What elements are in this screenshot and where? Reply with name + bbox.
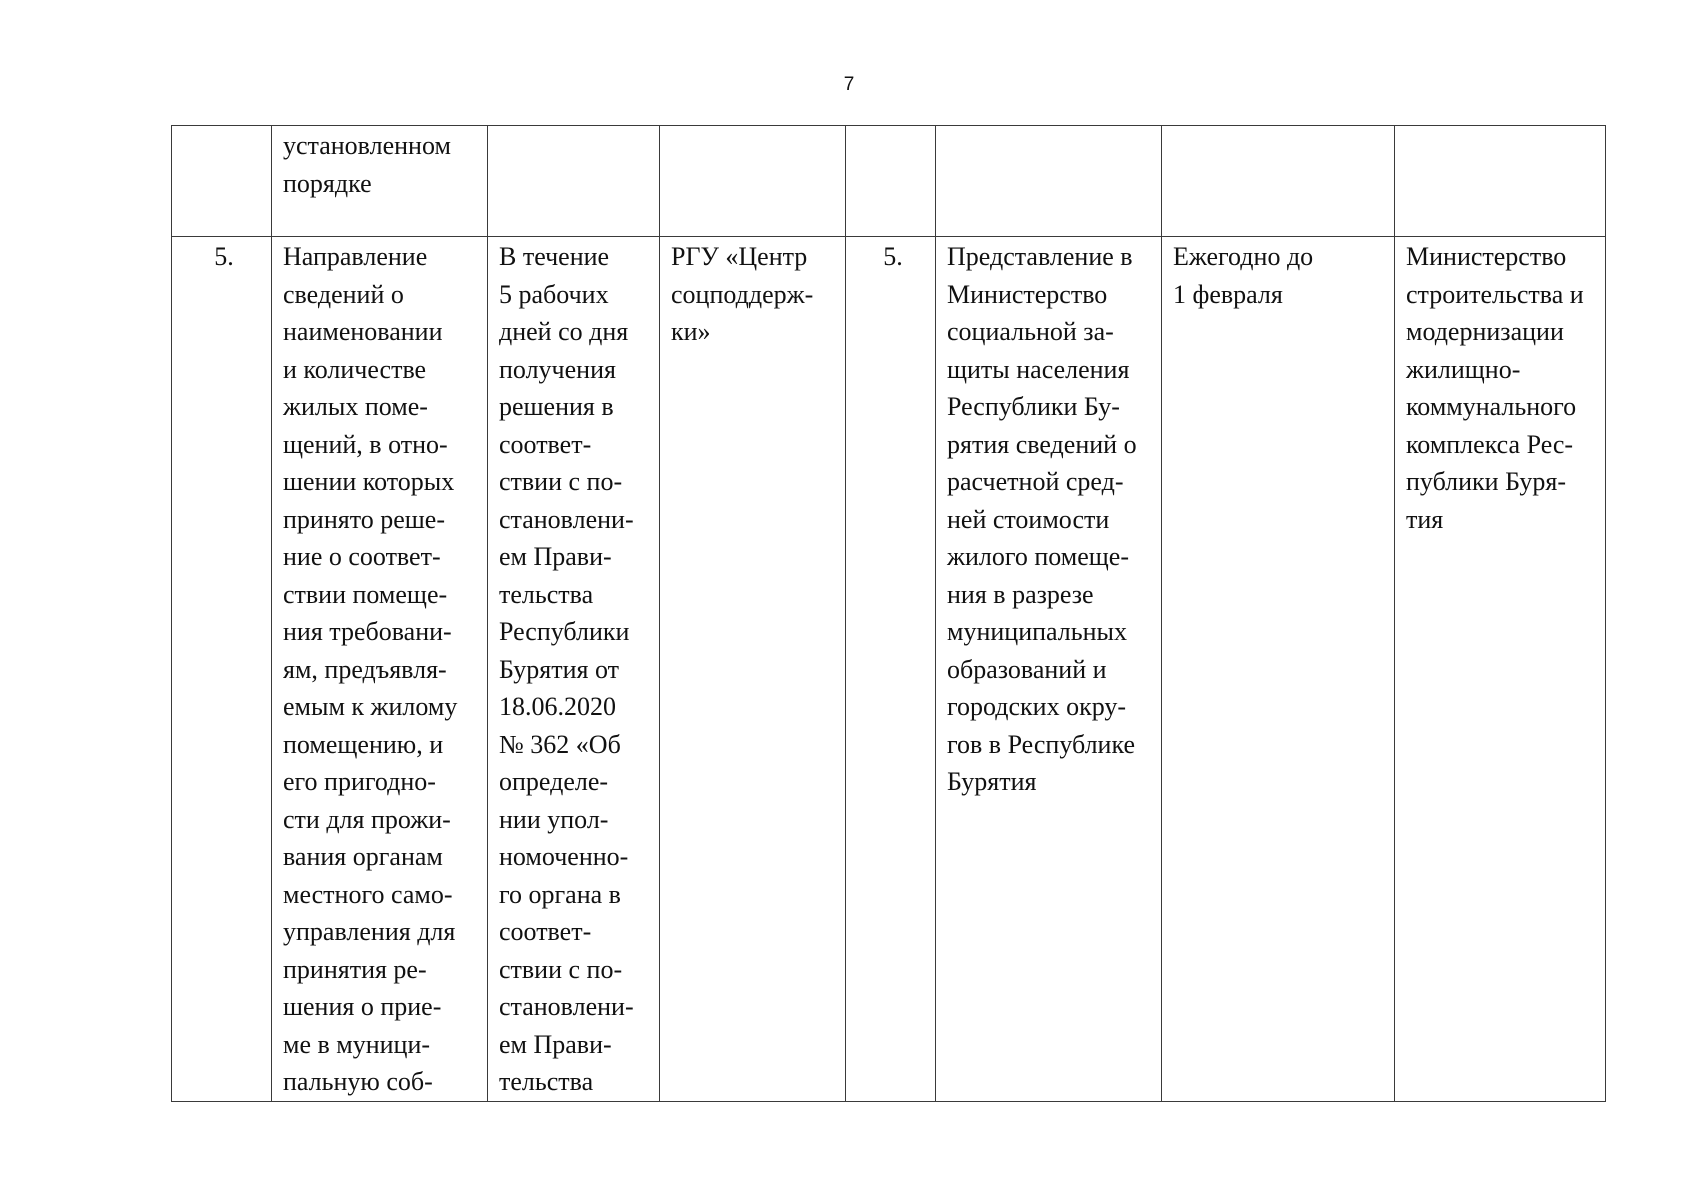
cell-responsible-2: Министерство строительства и модернизации жилищно- коммунального комплекса Рес- публики Буря- тия (1395, 237, 1606, 1102)
cell-responsible (660, 126, 846, 237)
table-row (172, 237, 1606, 1102)
measures-table (171, 125, 1606, 1102)
cell-number-2: 5. (846, 237, 936, 1102)
cell-measure-2: Представление в Министерство социальной за- щиты населения Республики Бу- рятия сведений о расчетной сред- ней стоимости жилого помеще- ния в разрезе муниципальных образований и городских окру- гов в Республике Бурятия (936, 237, 1162, 1102)
cell-measure: Направление сведений о наименовании и количестве жилых поме- щений, в отно- шении которых принято реше- ние о соответ- ствии помеще- ния требовани- ям, предъявля- емым к жилому помещению, и его пригодно- сти для прожи- вания органам местного само- управления для принятия ре- шения о прие- ме в муници- пальную соб- (272, 237, 488, 1102)
table-row (172, 126, 1606, 237)
cell-deadline: В течение 5 рабочих дней со дня получения решения в соответ- ствии с по- становлени- ем Прави- тельства Республики Бурятия от 18.06.2020 № 362 «Об определе- нии упол- номоченно- го органа в соответ- ствии с по- становлени- ем Прави- тельства (488, 237, 660, 1102)
cell-responsible: РГУ «Центр соцподдерж- ки» (660, 237, 846, 1102)
cell-deadline-2: Ежегодно до 1 февраля (1162, 237, 1395, 1102)
cell-measure: установленном порядке (272, 126, 488, 237)
cell-number: 5. (172, 237, 272, 1102)
cell-number (172, 126, 272, 237)
page-number: 7 (843, 74, 855, 95)
cell-deadline-2 (1162, 126, 1395, 237)
cell-measure-2 (936, 126, 1162, 237)
cell-responsible-2 (1395, 126, 1606, 237)
cell-number-2 (846, 126, 936, 237)
cell-deadline (488, 126, 660, 237)
